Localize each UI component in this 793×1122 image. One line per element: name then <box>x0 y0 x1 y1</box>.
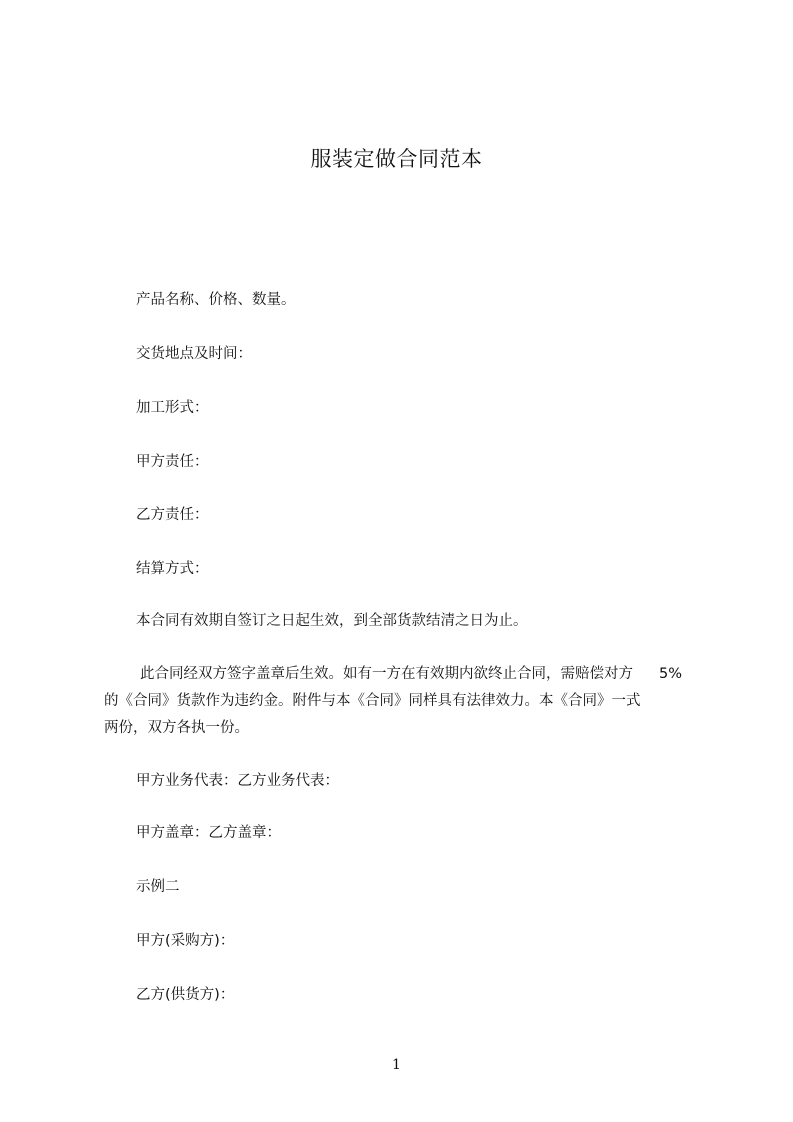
validity-line: 本合同有效期自签订之日起生效，到全部货款结清之日为止。 <box>136 613 528 629</box>
party-a-duty-line: 甲方责任： <box>136 454 209 470</box>
representatives-line: 甲方业务代表：乙方业务代表： <box>136 773 339 789</box>
paragraph-row-1-text: 此合同经双方签字盖章后生效。如有一方在有效期内欲终止合同，需赔偿对方 <box>140 666 633 682</box>
paragraph-row-1 <box>104 661 704 688</box>
party-a-buyer-line: 甲方(采购方)： <box>136 933 235 949</box>
paragraph-row-3: 两份，双方各执一份。 <box>104 720 249 736</box>
seals-line: 甲方盖章：乙方盖章： <box>136 825 281 841</box>
product-info-line: 产品名称、价格、数量。 <box>136 292 296 308</box>
delivery-line: 交货地点及时间： <box>136 346 252 362</box>
document-title: 服装定做合同范本 <box>310 147 483 171</box>
example-two-heading: 示例二 <box>136 879 180 895</box>
termination-paragraph <box>104 661 704 742</box>
party-b-supplier-line: 乙方(供货方)： <box>136 987 235 1003</box>
settlement-line: 结算方式： <box>136 561 209 577</box>
party-b-duty-line: 乙方责任： <box>136 507 209 523</box>
processing-form-line: 加工形式： <box>136 400 209 416</box>
penalty-percent: 5% <box>659 666 683 682</box>
page-number: 1 <box>392 1057 401 1073</box>
paragraph-row-2: 的《合同》货款作为违约金。附件与本《合同》同样具有法律效力。本《合同》一式 <box>104 693 641 709</box>
